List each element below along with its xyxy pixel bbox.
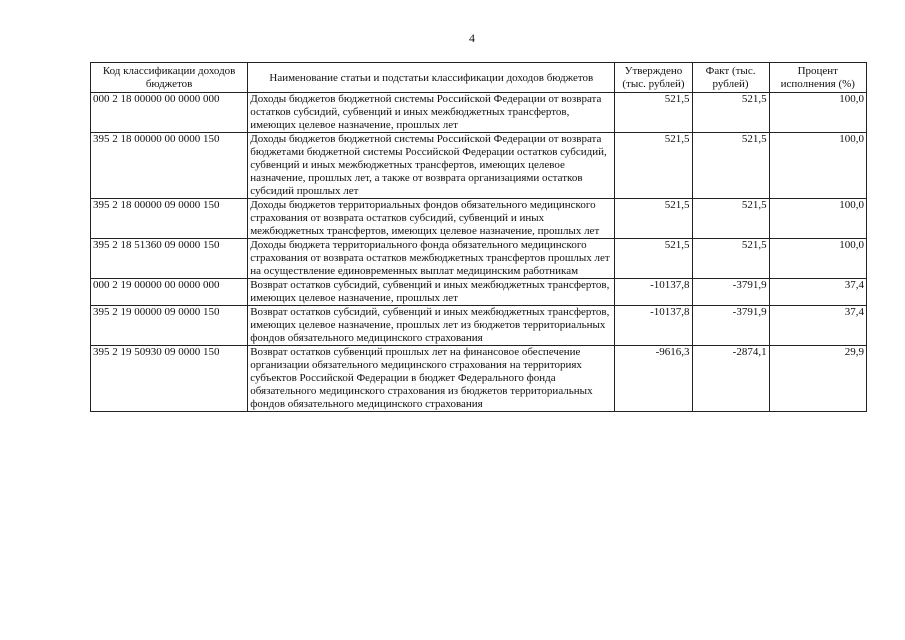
row-code: 000 2 19 00000 00 0000 000 [91, 279, 248, 306]
row-code: 395 2 18 00000 09 0000 150 [91, 199, 248, 239]
row-approved: -9616,3 [615, 346, 692, 412]
table-row [91, 93, 867, 133]
table-row [91, 306, 867, 346]
row-code: 395 2 18 51360 09 0000 150 [91, 239, 248, 279]
row-fact: 521,5 [692, 93, 769, 133]
table-row [91, 346, 867, 412]
row-approved: -10137,8 [615, 279, 692, 306]
row-fact: -2874,1 [692, 346, 769, 412]
row-fact: -3791,9 [692, 279, 769, 306]
row-name: Доходы бюджетов бюджетной системы Российской Федерации от возврата остатков субсидий, субвенций и иных межбюджетных трансфертов, имеющих целевое назначение, прошлых лет [248, 93, 615, 133]
table-row [91, 199, 867, 239]
table-body [91, 93, 867, 412]
row-percent: 37,4 [769, 306, 866, 346]
row-approved: 521,5 [615, 199, 692, 239]
row-fact: -3791,9 [692, 306, 769, 346]
row-approved: 521,5 [615, 239, 692, 279]
row-code: 000 2 18 00000 00 0000 000 [91, 93, 248, 133]
header-percent: Процент исполнения (%) [769, 63, 866, 93]
row-percent: 100,0 [769, 199, 866, 239]
row-name: Доходы бюджета территориального фонда обязательного медицинского страхования от возврата остатков межбюджетных трансфертов прошлых лет на осуществление единовременных выплат медицинским работникам [248, 239, 615, 279]
header-code: Код классификации доходов бюджетов [91, 63, 248, 93]
row-approved: 521,5 [615, 93, 692, 133]
row-code: 395 2 19 50930 09 0000 150 [91, 346, 248, 412]
row-code: 395 2 19 00000 09 0000 150 [91, 306, 248, 346]
row-code: 395 2 18 00000 00 0000 150 [91, 133, 248, 199]
budget-income-table [90, 62, 867, 412]
row-percent: 100,0 [769, 239, 866, 279]
table-row [91, 133, 867, 199]
row-name: Возврат остатков субсидий, субвенций и иных межбюджетных трансфертов, имеющих целевое назначение, прошлых лет из бюджетов территориальных фондов обязательного медицинского страхования [248, 306, 615, 346]
table-header [91, 63, 867, 93]
table-row [91, 239, 867, 279]
row-name: Доходы бюджетов территориальных фондов обязательного медицинского страхования от возврата остатков субсидий, субвенций и иных межбюджетных трансфертов, имеющих целевое назначение, прошлых лет [248, 199, 615, 239]
row-percent: 100,0 [769, 133, 866, 199]
row-approved: 521,5 [615, 133, 692, 199]
row-percent: 100,0 [769, 93, 866, 133]
table-row [91, 279, 867, 306]
row-fact: 521,5 [692, 133, 769, 199]
row-name: Возврат остатков субвенций прошлых лет на финансовое обеспечение организации обязательного медицинского страхования на территориях субъектов Российской Федерации в бюджет Федерального фонда обязательного медицинского страхования из бюджетов территориальных фондов обязательного медицинского страхования [248, 346, 615, 412]
header-approved: Утверждено (тыс. рублей) [615, 63, 692, 93]
row-approved: -10137,8 [615, 306, 692, 346]
row-fact: 521,5 [692, 239, 769, 279]
row-name: Доходы бюджетов бюджетной системы Российской Федерации от возврата бюджетами бюджетной системы Российской Федерации остатков субсидий, субвенций и иных межбюджетных трансфертов, имеющих целевое назначение, прошлых лет, а также от возврата организациями остатков субсидий прошлых лет [248, 133, 615, 199]
row-name: Возврат остатков субсидий, субвенций и иных межбюджетных трансфертов, имеющих целевое назначение, прошлых лет [248, 279, 615, 306]
header-fact: Факт (тыс. рублей) [692, 63, 769, 93]
row-fact: 521,5 [692, 199, 769, 239]
row-percent: 29,9 [769, 346, 866, 412]
header-name: Наименование статьи и подстатьи классификации доходов бюджетов [248, 63, 615, 93]
page-number: 4 [469, 31, 475, 45]
row-percent: 37,4 [769, 279, 866, 306]
